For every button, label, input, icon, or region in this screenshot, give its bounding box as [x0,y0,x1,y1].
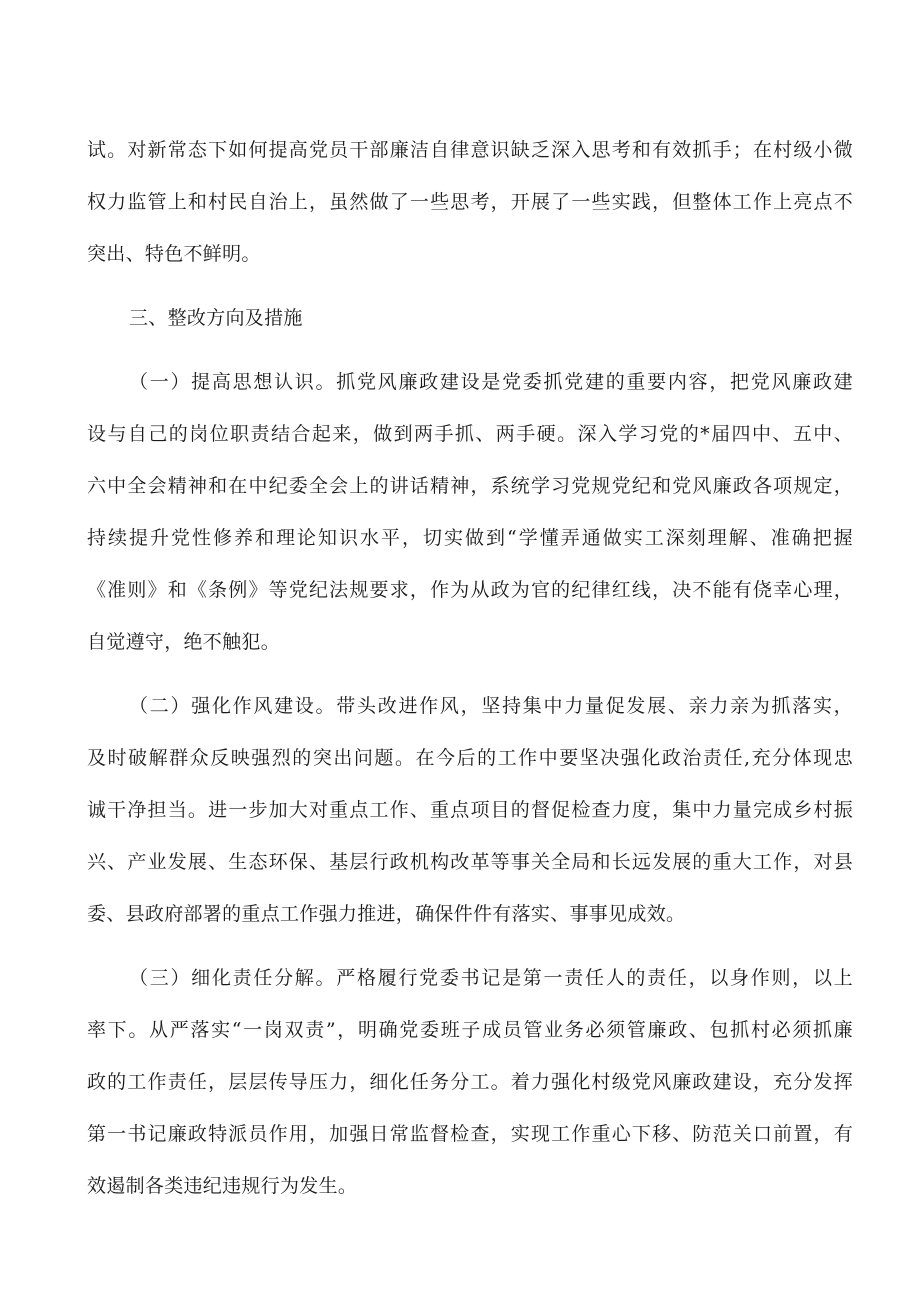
paragraph-work-style [87,680,853,940]
text-line: 率下。从严落实“一岗双责”，明确党委班子成员管业务必须管廉政、包抓村必须抓廉 [87,1019,853,1041]
text-line: （一）提高思想认识。抓党风廉政建设是党委抓党建的重要内容，把党风廉政建 [129,371,853,393]
text-line: 六中全会精神和在中纪委全会上的讲话精神，系统学习党规党纪和党风廉政各项规定， [87,475,853,497]
text-line: （二）强化作风建设。带头改进作风，坚持集中力量促发展、亲力亲为抓落实， [129,695,853,717]
text-line: 权力监管上和村民自治上，虽然做了一些思考，开展了一些实践，但整体工作上亮点不 [87,191,853,213]
text-line: 试。对新常态下如何提高党员干部廉洁自律意识缺乏深入思考和有效抓手；在村级小微 [87,139,853,161]
paragraph-improve-thinking [87,356,853,668]
text-line: 效遏制各类违纪违规行为发生。 [87,1175,358,1197]
text-line: 持续提升党性修养和理论知识水平，切实做到“学懂弄通做实工深刻理解、准确把握 [87,527,853,549]
text-line: 设与自己的岗位职责结合起来，做到两手抓、两手硬。深入学习党的*届四中、五中、 [87,423,853,445]
text-line: 委、县政府部署的重点工作强力推进，确保件件有落实、事事见成效。 [87,903,686,925]
text-line: 政的工作责任，层层传导压力，细化任务分工。着力强化村级党风廉政建设，充分发挥 [87,1071,853,1093]
document-body [87,124,853,1212]
section-heading: 三、整改方向及措施 [129,307,303,329]
paragraph-continuation [87,124,853,280]
text-line: 突出、特色不鲜明。 [87,243,261,265]
text-line: 诚干净担当。进一步加大对重点工作、重点项目的督促检查力度，集中力量完成乡村振 [87,799,853,821]
text-line: 第一书记廉政特派员作用，加强日常监督检查，实现工作重心下移、防范关口前置，有 [87,1123,853,1145]
text-line: 《准则》和《条例》等党纪法规要求，作为从政为官的纪律红线，决不能有侥幸心理， [87,579,853,601]
text-line: 及时破解群众反映强烈的突出问题。在今后的工作中要坚决强化政治责任,充分体现忠 [87,747,853,769]
text-line: （三）细化责任分解。严格履行党委书记是第一责任人的责任，以身作则，以上 [129,967,853,989]
text-line: 自觉遵守，绝不触犯。 [87,631,281,653]
text-line: 兴、产业发展、生态环保、基层行政机构改革等事关全局和长远发展的重大工作，对县 [87,851,853,873]
paragraph-responsibility [87,952,853,1212]
